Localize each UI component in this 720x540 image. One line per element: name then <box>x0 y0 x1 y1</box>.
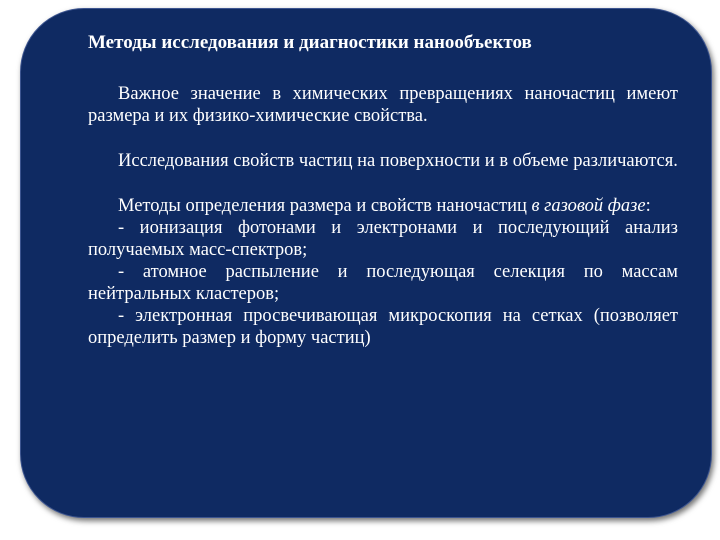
slide-title: Методы исследования и диагностики нанообъектов <box>88 32 532 53</box>
methods-intro-suffix: : <box>645 196 651 216</box>
paragraph-differences: Исследования свойств частиц на поверхности и в объеме различаются. <box>118 151 678 171</box>
method-item-microscopy: - электронная просвечивающая микроскопия на сетках (позволяет определить размер и форму частиц) <box>88 306 678 348</box>
slide-content <box>88 32 678 349</box>
paragraph-importance: Важное значение в химических превращениях наночастиц имеют размера и их физико-химические свойства. <box>88 84 678 126</box>
methods-intro-italic: в газовой фазе <box>531 196 646 216</box>
paragraph-methods-intro <box>88 195 678 217</box>
methods-intro-text: Методы определения размера и свойств наночастиц <box>118 196 532 216</box>
method-item-ionization: - ионизация фотонами и электронами и последующий анализ получаемых масс-спектров; <box>88 218 678 260</box>
method-item-sputtering: - атомное распыление и последующая селекция по массам нейтральных кластеров; <box>88 262 678 304</box>
